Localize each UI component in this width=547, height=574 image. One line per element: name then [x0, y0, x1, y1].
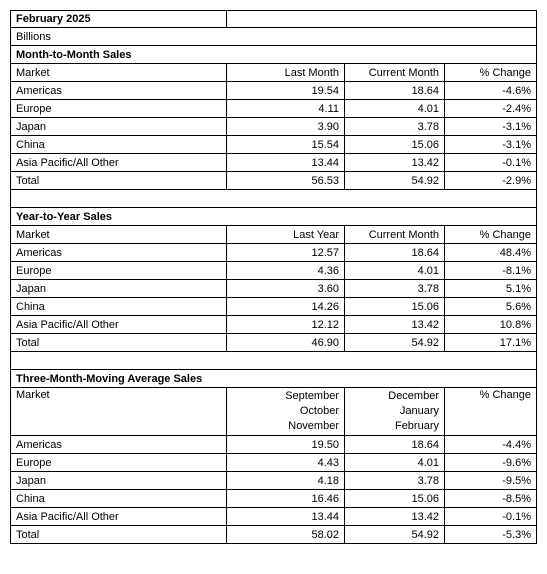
prior-value-cell: 13.44 — [226, 154, 344, 171]
prior-value-cell: 19.50 — [226, 436, 344, 453]
current-value-cell: 4.01 — [344, 454, 444, 471]
month-label: November — [288, 420, 339, 432]
month-label: October — [299, 405, 339, 417]
column-header-change: % Change — [444, 64, 536, 81]
column-header-change: % Change — [444, 388, 536, 435]
market-cell: Americas — [16, 84, 62, 97]
prior-value-cell: 4.43 — [226, 454, 344, 471]
current-value-cell: 54.92 — [344, 172, 444, 189]
table-row — [10, 298, 537, 316]
current-value-cell: 4.01 — [344, 100, 444, 117]
market-cell: Americas — [16, 438, 62, 451]
table-row — [10, 454, 537, 472]
current-value-cell: 13.42 — [344, 316, 444, 333]
month-label: February — [394, 420, 439, 432]
current-value-cell: 13.42 — [344, 154, 444, 171]
yty-header-row — [10, 226, 537, 244]
month-label: January — [399, 405, 439, 417]
current-value-cell: 3.78 — [344, 280, 444, 297]
column-header-current-month: Current Month — [344, 226, 444, 243]
prior-value-cell: 14.26 — [226, 298, 344, 315]
current-value-cell: 18.64 — [344, 244, 444, 261]
prior-value-cell: 56.53 — [226, 172, 344, 189]
change-cell: -0.1% — [444, 154, 536, 171]
market-cell: Japan — [16, 120, 46, 133]
report-date: February 2025 — [16, 13, 91, 25]
yty-title-row — [10, 208, 537, 226]
change-cell: -0.1% — [444, 508, 536, 525]
mtm-title-row — [10, 46, 537, 64]
change-cell: 5.6% — [444, 298, 536, 315]
header-empty-cell — [226, 11, 536, 27]
tma-title-row — [10, 370, 537, 388]
table-row — [10, 172, 537, 190]
spacer-cell — [11, 190, 536, 207]
yty-table-body — [10, 244, 537, 352]
change-cell: -4.6% — [444, 82, 536, 99]
column-header-market: Market — [16, 228, 50, 241]
current-value-cell: 3.78 — [344, 472, 444, 489]
table-row — [10, 244, 537, 262]
prior-value-cell: 13.44 — [226, 508, 344, 525]
market-cell: Americas — [16, 246, 62, 259]
current-value-cell: 15.06 — [344, 490, 444, 507]
market-cell: Asia Pacific/All Other — [16, 510, 119, 523]
column-header-last-year: Last Year — [226, 226, 344, 243]
change-cell: -4.4% — [444, 436, 536, 453]
table-row — [10, 262, 537, 280]
sales-report-sheet — [10, 10, 537, 544]
units-row — [10, 28, 537, 46]
table-row — [10, 154, 537, 172]
change-cell: 17.1% — [444, 334, 536, 351]
market-cell: Japan — [16, 474, 46, 487]
market-cell: Europe — [16, 456, 52, 469]
units-label: Billions — [16, 30, 51, 43]
market-cell: Asia Pacific/All Other — [16, 156, 119, 169]
prior-value-cell: 19.54 — [226, 82, 344, 99]
table-row — [10, 490, 537, 508]
change-cell: -8.5% — [444, 490, 536, 507]
mtm-table-body — [10, 82, 537, 190]
prior-value-cell: 15.54 — [226, 136, 344, 153]
table-row — [10, 118, 537, 136]
table-row — [10, 316, 537, 334]
prior-value-cell: 3.90 — [226, 118, 344, 135]
current-value-cell: 54.92 — [344, 526, 444, 543]
column-header-market: Market — [16, 66, 50, 79]
column-header-prior-months — [226, 388, 344, 435]
change-cell: -2.4% — [444, 100, 536, 117]
column-header-change: % Change — [444, 226, 536, 243]
column-header-market: Market — [16, 389, 50, 401]
prior-value-cell: 46.90 — [226, 334, 344, 351]
market-cell: Total — [16, 336, 40, 349]
mtm-title: Month-to-Month Sales — [16, 48, 132, 61]
month-label: December — [388, 390, 439, 402]
column-header-current-months — [344, 388, 444, 435]
month-label: September — [285, 390, 339, 402]
mtm-header-row — [10, 64, 537, 82]
current-value-cell: 3.78 — [344, 118, 444, 135]
prior-value-cell: 4.11 — [226, 100, 344, 117]
market-cell: China — [16, 300, 45, 313]
prior-value-cell: 12.12 — [226, 316, 344, 333]
current-value-cell: 18.64 — [344, 82, 444, 99]
table-row — [10, 334, 537, 352]
change-cell: -9.6% — [444, 454, 536, 471]
spacer-cell — [11, 352, 536, 369]
change-cell: 48.4% — [444, 244, 536, 261]
market-cell: Total — [16, 528, 40, 541]
prior-value-cell: 58.02 — [226, 526, 344, 543]
change-cell: 10.8% — [444, 316, 536, 333]
prior-value-cell: 3.60 — [226, 280, 344, 297]
tma-header-row — [10, 388, 537, 436]
prior-value-cell: 4.36 — [226, 262, 344, 279]
current-value-cell: 54.92 — [344, 334, 444, 351]
prior-value-cell: 12.57 — [226, 244, 344, 261]
market-cell: Asia Pacific/All Other — [16, 318, 119, 331]
prior-value-cell: 4.18 — [226, 472, 344, 489]
market-cell: China — [16, 138, 45, 151]
current-value-cell: 15.06 — [344, 298, 444, 315]
change-cell: -9.5% — [444, 472, 536, 489]
spacer-row — [10, 352, 537, 370]
column-header-current-month: Current Month — [344, 64, 444, 81]
spacer-row — [10, 190, 537, 208]
table-row — [10, 82, 537, 100]
market-cell: China — [16, 492, 45, 505]
table-row — [10, 100, 537, 118]
change-cell: 5.1% — [444, 280, 536, 297]
prior-value-cell: 16.46 — [226, 490, 344, 507]
market-cell: Total — [16, 174, 40, 187]
change-cell: -3.1% — [444, 118, 536, 135]
current-value-cell: 18.64 — [344, 436, 444, 453]
change-cell: -8.1% — [444, 262, 536, 279]
tma-title: Three-Month-Moving Average Sales — [16, 372, 203, 385]
column-header-last-month: Last Month — [226, 64, 344, 81]
market-cell: Japan — [16, 282, 46, 295]
report-date-row — [10, 10, 537, 28]
table-row — [10, 280, 537, 298]
market-cell: Europe — [16, 102, 52, 115]
current-value-cell: 15.06 — [344, 136, 444, 153]
tma-table-body — [10, 436, 537, 544]
change-cell: -5.3% — [444, 526, 536, 543]
yty-title: Year-to-Year Sales — [16, 210, 113, 223]
table-row — [10, 508, 537, 526]
current-value-cell: 13.42 — [344, 508, 444, 525]
table-row — [10, 436, 537, 454]
change-cell: -3.1% — [444, 136, 536, 153]
table-row — [10, 136, 537, 154]
table-row — [10, 472, 537, 490]
market-cell: Europe — [16, 264, 52, 277]
current-value-cell: 4.01 — [344, 262, 444, 279]
change-cell: -2.9% — [444, 172, 536, 189]
table-row — [10, 526, 537, 544]
